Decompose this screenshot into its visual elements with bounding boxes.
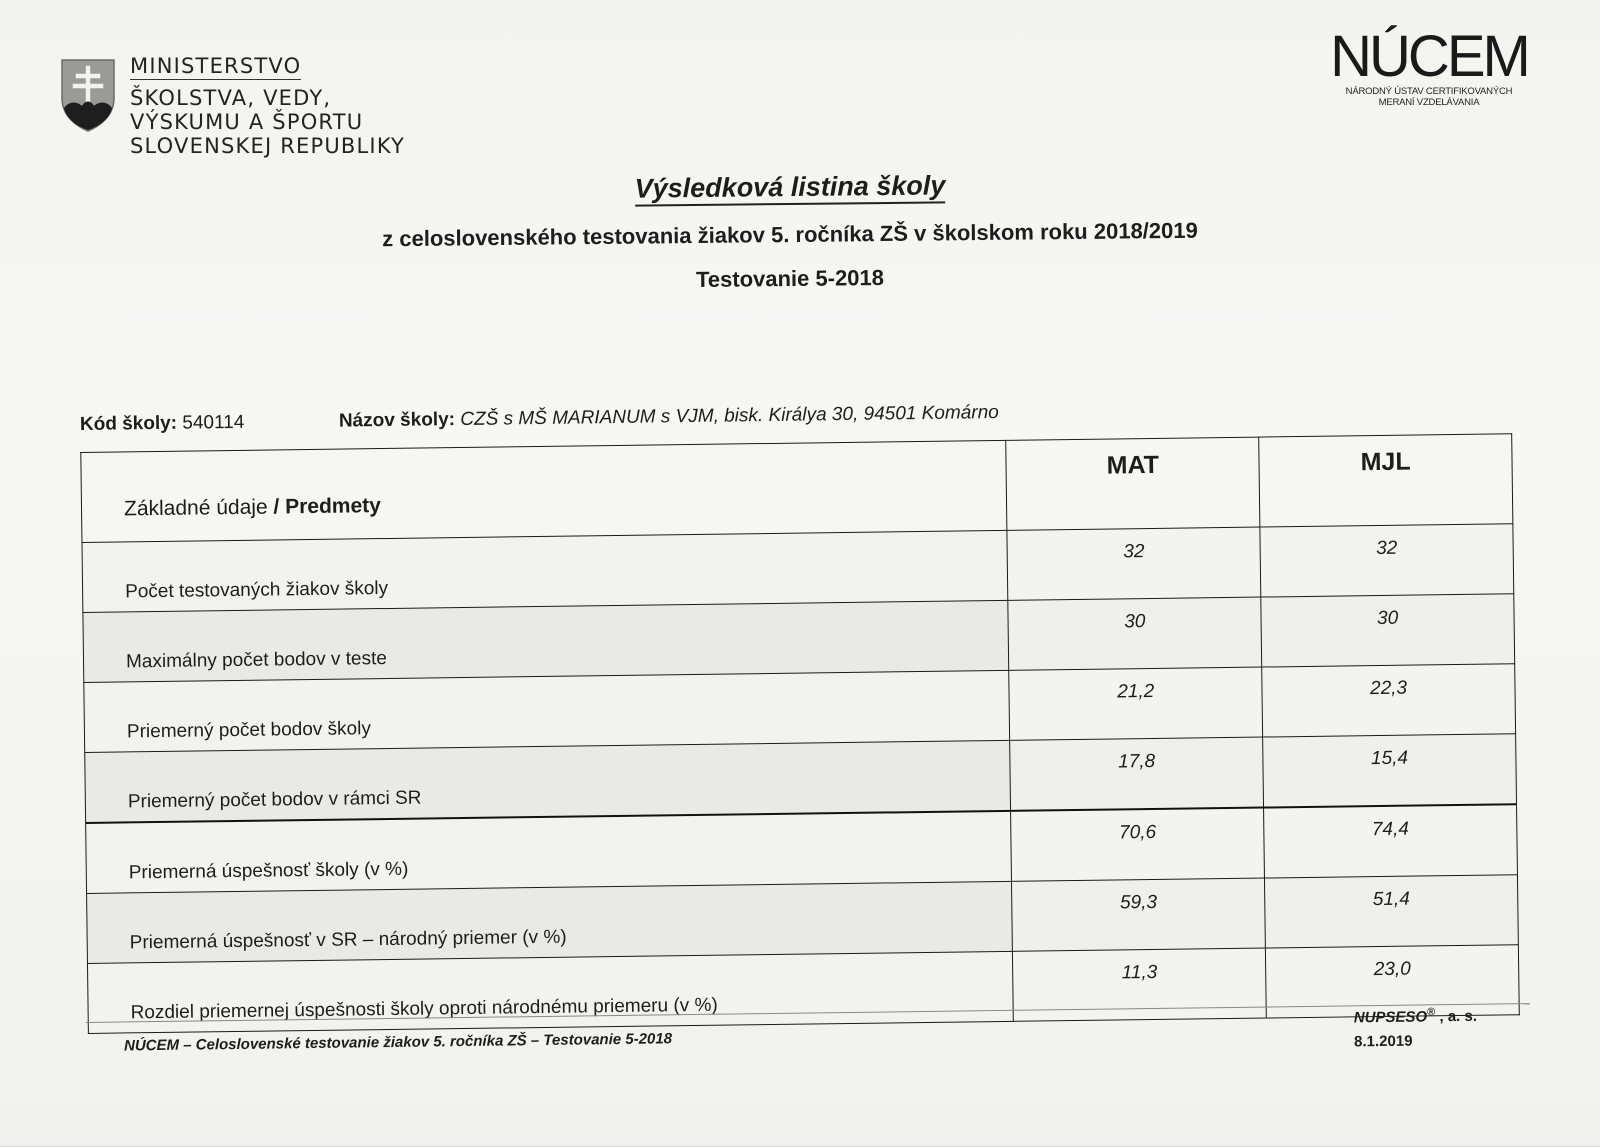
document-subtitle: z celoslovenského testovania žiakov 5. ročníka ZŠ v školskom roku 2018/2019 bbox=[382, 217, 1198, 252]
nucem-subtitle-2: MERANÍ VZDELÁVANIA bbox=[1378, 97, 1480, 108]
row-label: Priemerný počet bodov školy bbox=[84, 670, 1010, 752]
ministry-line-3: VÝSKUMU A ŠPORTU bbox=[130, 110, 364, 134]
ministry-line-1: MINISTERSTVO bbox=[130, 54, 302, 78]
header-basic-data bbox=[81, 440, 1007, 542]
footer-date: 8.1.2019 bbox=[1354, 1032, 1413, 1051]
row-label: Priemerný počet bodov v rámci SR bbox=[85, 740, 1011, 823]
mat-value: 21,2 bbox=[1009, 667, 1263, 740]
mat-value: 32 bbox=[1007, 527, 1261, 600]
mat-value: 17,8 bbox=[1010, 737, 1264, 811]
column-header-mat: MAT bbox=[1006, 437, 1260, 530]
mat-value: 70,6 bbox=[1011, 808, 1265, 882]
school-code-label: Kód školy: bbox=[79, 412, 178, 435]
ministry-line-2: ŠKOLSTVA, VEDY, bbox=[130, 86, 332, 110]
row-label: Priemerná úspešnosť školy (v %) bbox=[86, 811, 1012, 894]
ministry-line-4: SLOVENSKEJ REPUBLIKY bbox=[130, 134, 406, 158]
row-label: Priemerná úspešnosť v SR – národný priemer (v %) bbox=[87, 881, 1013, 963]
mjl-value: 22,3 bbox=[1262, 664, 1516, 737]
mjl-value: 23,0 bbox=[1266, 945, 1520, 1018]
row-label: Maximálny počet bodov v teste bbox=[83, 600, 1009, 682]
nucem-logo-text: NÚCEM bbox=[1330, 24, 1528, 89]
document-title-text: Výsledková listina školy bbox=[635, 170, 946, 206]
document-subtitle-2: Testovanie 5-2018 bbox=[695, 265, 885, 292]
mjl-value: 74,4 bbox=[1264, 804, 1518, 878]
footer-company-suffix: , a. s. bbox=[1435, 1007, 1478, 1026]
school-code: 540114 bbox=[182, 411, 245, 434]
row-label: Počet testovaných žiakov školy bbox=[82, 530, 1008, 612]
footer-issuer bbox=[1354, 1000, 1478, 1055]
results-table bbox=[80, 433, 1519, 1034]
mjl-value: 15,4 bbox=[1263, 734, 1517, 808]
mat-value: 30 bbox=[1008, 597, 1262, 670]
school-name: CZŠ s MŠ MARIANUM s VJM, bisk. Királya 30, 94501 Komárno bbox=[460, 401, 999, 431]
header-subjects-label: Predmety bbox=[284, 494, 382, 519]
column-header-mjl: MJL bbox=[1259, 434, 1513, 527]
header-basic-label: Základné údaje bbox=[123, 495, 268, 521]
mjl-value: 51,4 bbox=[1265, 875, 1519, 948]
mjl-value: 30 bbox=[1261, 594, 1515, 667]
school-name-label: Názov školy: bbox=[338, 409, 456, 432]
footer-registered-mark: ® bbox=[1427, 1006, 1436, 1019]
footer-company: NUPSESO bbox=[1353, 1008, 1428, 1027]
school-info bbox=[80, 402, 999, 436]
mat-value: 59,3 bbox=[1012, 878, 1266, 951]
nucem-subtitle-1: NÁRODNÝ ÚSTAV CERTIFIKOVANÝCH bbox=[1345, 86, 1513, 97]
mjl-value: 32 bbox=[1260, 524, 1514, 597]
row-label: Rozdiel priemernej úspešnosti školy oproti národnému priemeru (v %) bbox=[87, 951, 1013, 1033]
footer-caption: NÚCEM – Celoslovenské testovanie žiakov 5. ročníka ZŠ – Testovanie 5-2018 bbox=[123, 1030, 673, 1055]
mat-value: 11,3 bbox=[1013, 948, 1267, 1021]
header-slash: / bbox=[267, 495, 286, 519]
